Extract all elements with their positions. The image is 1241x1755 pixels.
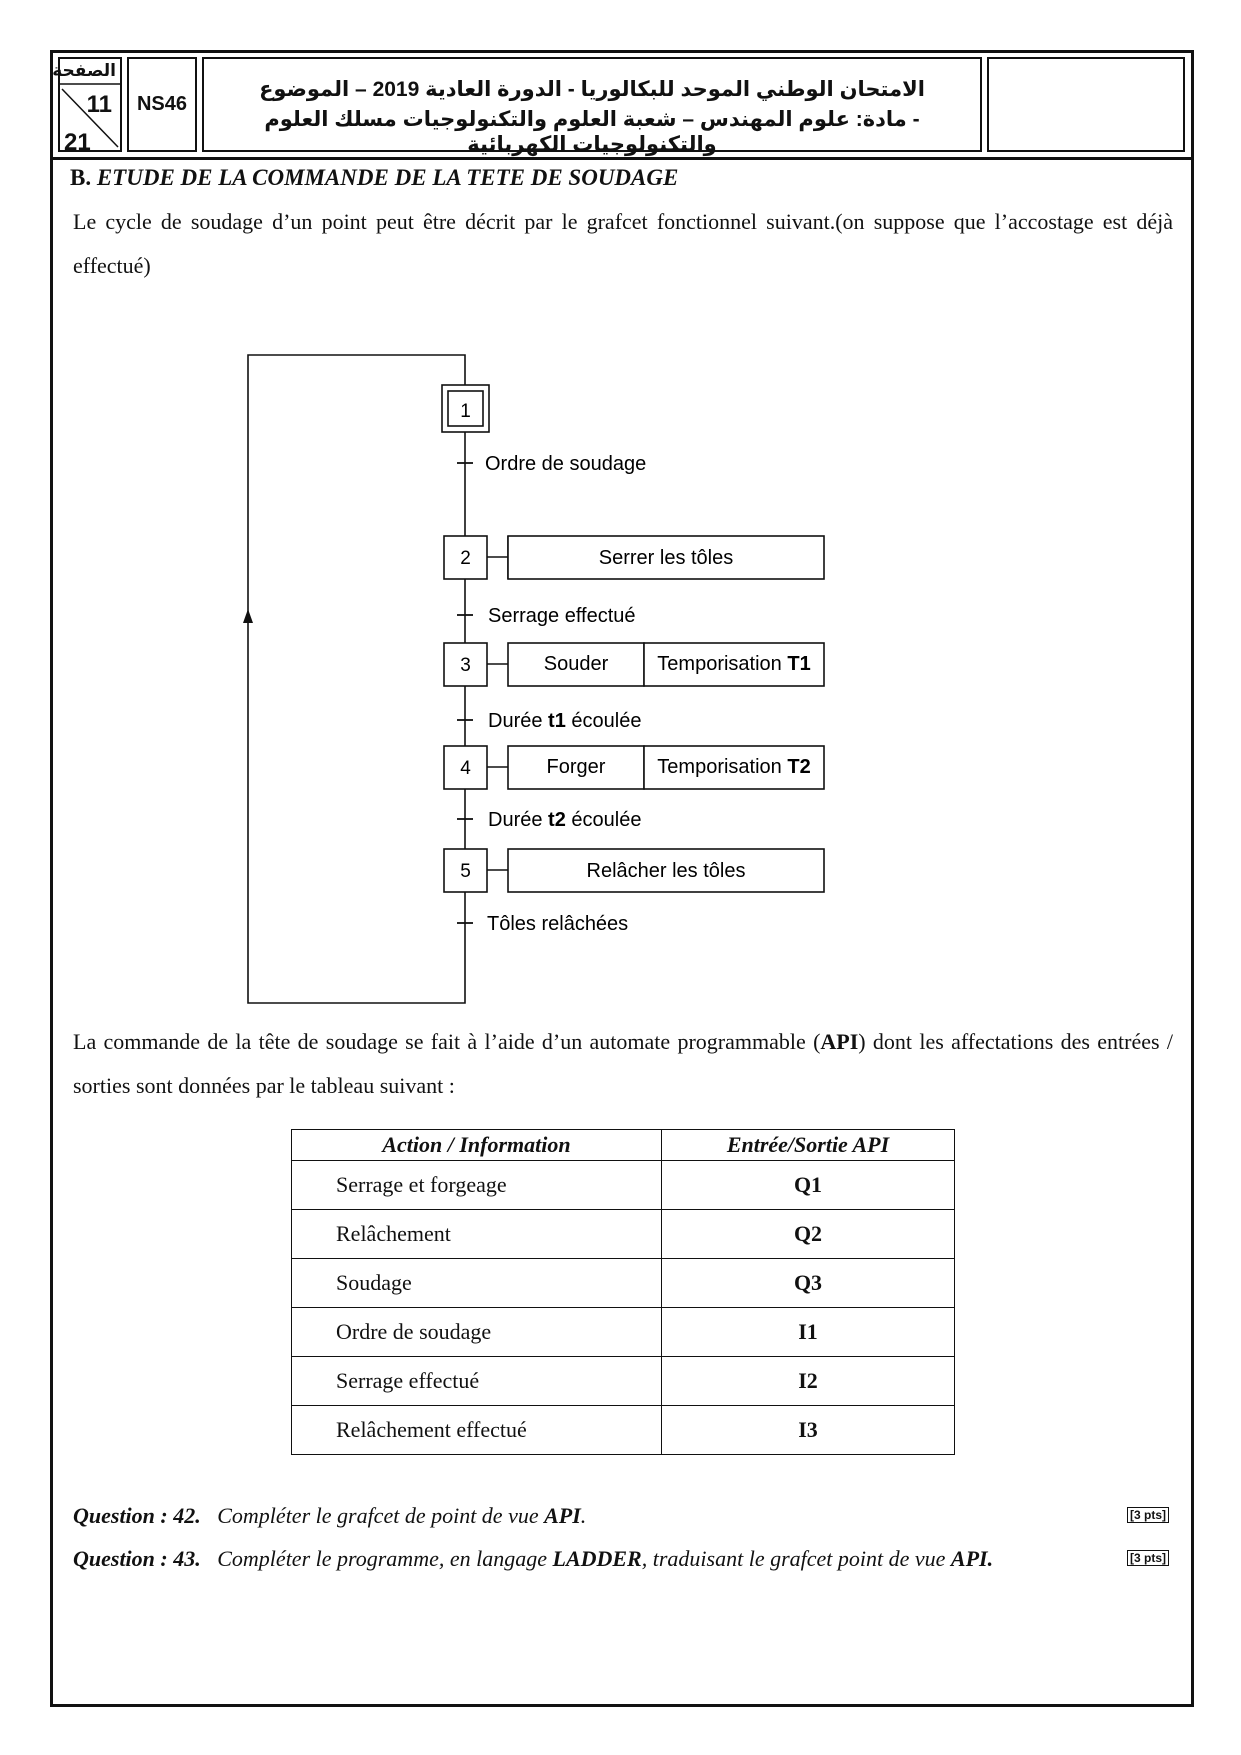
question-43-text: Compléter le programme, en langage: [217, 1546, 553, 1571]
grafcet-return-loop: [248, 355, 465, 1003]
table-cell-action: Serrage effectué: [292, 1357, 662, 1406]
step-5-number: 5: [460, 861, 471, 882]
exam-title-line-1: الامتحان الوطني الموحد للبكالوريا - الدورة العادية 2019 – الموضوع: [259, 78, 925, 101]
table-row: [292, 1308, 955, 1357]
table-cell-action: Relâchement: [292, 1210, 662, 1259]
question-43-points: [3 pts]: [1127, 1550, 1169, 1566]
step-4-action-2: Temporisation T2: [657, 756, 811, 778]
table-cell-io: I1: [662, 1308, 955, 1357]
table-cell-io: I2: [662, 1357, 955, 1406]
table-cell-action: Serrage et forgeage: [292, 1161, 662, 1210]
step-3-action-2: Temporisation T1: [657, 653, 811, 675]
step-3-number: 3: [460, 655, 471, 676]
table-cell-io: I3: [662, 1406, 955, 1455]
step-2-action: Serrer les tôles: [598, 547, 734, 569]
page-label: الصفحة: [52, 61, 116, 80]
question-43: [73, 1546, 1173, 1572]
transition-4-label: Durée t2 écoulée: [488, 809, 642, 831]
grafcet-diagram: [53, 53, 1191, 1153]
page-total: 21: [64, 129, 91, 156]
question-42-text: Compléter le grafcet de point de vue: [217, 1503, 545, 1528]
table-row: [292, 1406, 955, 1455]
step-4-action-1: Forger: [546, 756, 606, 778]
page-frame: [50, 50, 1194, 1707]
transition-1-label: Ordre de soudage: [485, 453, 647, 475]
section-title: ETUDE DE LA COMMANDE DE LA TETE DE SOUDAGE: [96, 165, 679, 190]
intro-paragraph: Le cycle de soudage d’un point peut être décrit par le grafcet fonctionnel suivant.(on suppose que l’accostage est déjà effectué): [73, 209, 1173, 278]
table-cell-action: Soudage: [292, 1259, 662, 1308]
table-cell-io: Q3: [662, 1259, 955, 1308]
question-42: [73, 1503, 1173, 1529]
api-paragraph-text-1: La commande de la tête de soudage se fait à l’aide d’un automate programmable (: [73, 1029, 821, 1054]
io-assignment-table: [291, 1129, 955, 1455]
api-paragraph-text-2: ) dont les affectations des entrées / sorties sont données par le tableau suivant :: [73, 1029, 1173, 1098]
transition-5-label: Tôles relâchées: [487, 913, 629, 935]
question-42-text-end: .: [580, 1503, 587, 1528]
table-cell-io: Q2: [662, 1210, 955, 1259]
table-cell-action: Relâchement effectué: [292, 1406, 662, 1455]
table-row: [292, 1357, 955, 1406]
question-43-bold-2: API.: [950, 1546, 994, 1571]
transition-2-label: Serrage effectué: [488, 605, 636, 627]
step-1-number: 1: [460, 401, 471, 422]
exam-title-line-2: - مادة: علوم المهندس – شعبة العلوم والتكنولوجيات مسلك العلوم والتكنولوجيات الكهربائية: [264, 108, 920, 156]
table-header-io: Entrée/Sortie API: [662, 1130, 955, 1161]
question-43-text-mid: , traduisant le grafcet point de vue: [641, 1546, 951, 1571]
return-arrow-icon: [243, 609, 253, 623]
question-42-bold: API: [544, 1503, 581, 1528]
section-letter: B.: [70, 165, 92, 190]
question-43-bold-1: LADDER: [552, 1546, 642, 1571]
step-4-number: 4: [460, 758, 471, 779]
table-cell-io: Q1: [662, 1161, 955, 1210]
step-2-number: 2: [460, 548, 471, 569]
table-header-row: [292, 1130, 955, 1161]
question-43-number: Question : 43.: [73, 1546, 201, 1571]
step-5-action: Relâcher les tôles: [586, 860, 746, 882]
transition-3-label: Durée t1 écoulée: [488, 710, 642, 732]
table-row: [292, 1161, 955, 1210]
api-paragraph-bold: API: [820, 1029, 859, 1054]
step-3-action-1: Souder: [543, 653, 609, 675]
table-cell-action: Ordre de soudage: [292, 1308, 662, 1357]
api-paragraph: [73, 1020, 1173, 1108]
page-number: 11: [86, 91, 112, 118]
table-row: [292, 1210, 955, 1259]
table-row: [292, 1259, 955, 1308]
question-42-number: Question : 42.: [73, 1503, 201, 1528]
table-header-action: Action / Information: [292, 1130, 662, 1161]
exam-code: NS46: [136, 93, 188, 115]
question-42-points: [3 pts]: [1127, 1507, 1169, 1523]
